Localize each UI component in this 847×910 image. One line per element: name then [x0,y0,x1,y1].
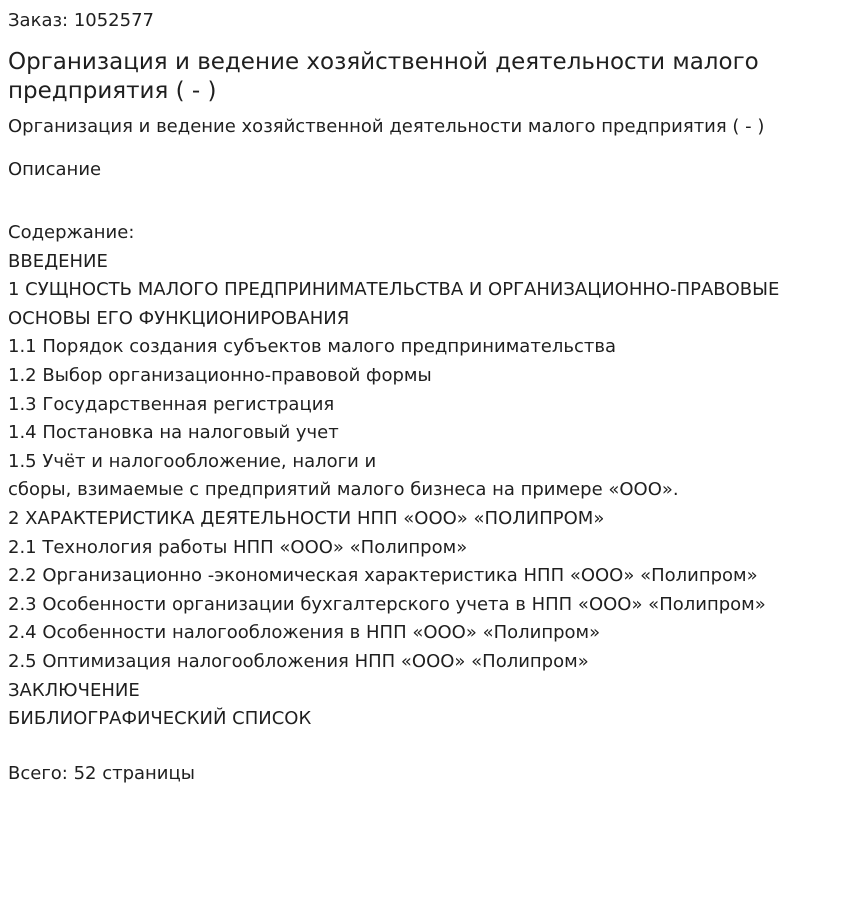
contents-item: 2.5 Оптимизация налогообложения НПП «ООО» «Полипром» [8,650,589,672]
page-title: Организация и ведение хозяйственной деятельности малого предприятия ( - ) [8,49,759,104]
contents-heading: Содержание: [8,222,135,243]
contents-item: 1.4 Постановка на налоговый учет [8,422,339,444]
contents-item: ЗАКЛЮЧЕНИЕ [8,679,140,701]
contents-item: ВВЕДЕНИЕ [8,250,108,272]
contents-item: 1.1 Порядок создания субъектов малого предпринимательства [8,336,617,358]
contents-item: 1.2 Выбор организационно-правовой формы [8,364,432,386]
page-count: Всего: 52 страницы [8,763,195,784]
contents-item: 1.5 Учёт и налогообложение, налоги и [8,450,377,472]
contents-item: 2 ХАРАКТЕРИСТИКА ДЕЯТЕЛЬНОСТИ НПП «ООО» «ПОЛИПРОМ» [8,507,605,529]
contents-item: сборы, взимаемые с предприятий малого бизнеса на примере «ООО». [8,479,679,501]
page-subtitle: Организация и ведение хозяйственной деятельности малого предприятия ( - ) [8,116,765,137]
contents-item: БИБЛИОГРАФИЧЕСКИЙ СПИСОК [8,708,312,730]
contents-item: 2.3 Особенности организации бухгалтерского учета в НПП «ООО» «Полипром» [8,593,766,615]
description-heading: Описание [8,159,102,180]
contents-item: 1.3 Государственная регистрация [8,393,335,415]
order-number: Заказ: 1052577 [8,10,154,31]
contents-item: 1 СУЩНОСТЬ МАЛОГО ПРЕДПРИНИМАТЕЛЬСТВА И ОРГАНИЗАЦИОННО-ПРАВОВЫЕ [8,279,780,301]
table-of-contents [8,219,779,734]
contents-item: ОСНОВЫ ЕГО ФУНКЦИОНИРОВАНИЯ [8,307,350,329]
contents-item: 2.1 Технология работы НПП «ООО» «Полипром» [8,536,468,558]
contents-item: 2.4 Особенности налогообложения в НПП «ООО» «Полипром» [8,622,601,644]
contents-item: 2.2 Организационно -экономическая характеристика НПП «ООО» «Полипром» [8,565,758,587]
